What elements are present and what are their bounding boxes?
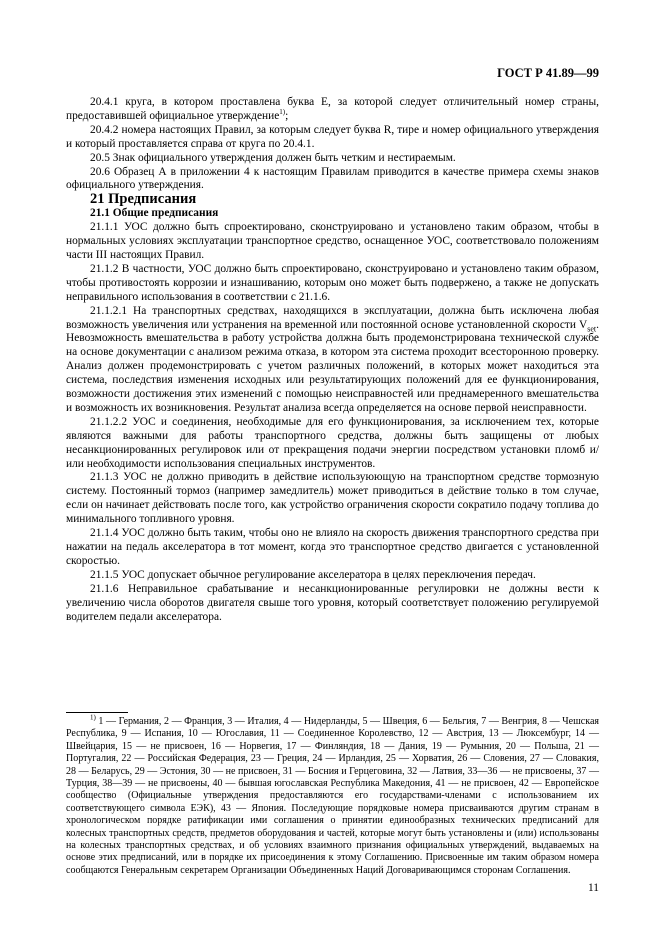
page-number: 11 <box>588 882 599 894</box>
section-title: 21 Предписания <box>90 191 197 208</box>
footnote-divider <box>66 712 128 713</box>
footnote-ref: 1) <box>279 108 286 117</box>
footnote-text: $^{1)}$ 1 — Германия, 2 — Франция, 3 — Италия, 4 — Нидерланды, 5 — Швеция, 6 — Бельгия, 7 — Венгрия, 8 — Чешская Республика, 9 — Испания, 10 — Югославия, 11 — Соединенное Королевство, 12 — Австрия, 13 — Люксембург, 14 — Швейцария, 15 — не присвоен, 16 — Норвегия, 17 — Финляндия, 18 — Дания, 19 — Румыния, 20 — Польша, 21 — Португалия, 22 — Российская Федерация, 23 — Греция, 24 — Ирландия, 25 — Хорватия, 26 — Словения, 27 — Словакия, 28 — Беларусь, 29 — Эстония, 30 — не присвоен, 31 — Босния и Герцеговина, 32 — Латвия, 33—36 — не присвоены, 37 — Турция, 38—39 — не присвоены, 40 — бывшая югославская Республика Македония, 41 — не присвоен, 42 — Европейское сообщество (Официальные утверждения предоставляются его государствами-членами с использованием их соответствующего символа ЕЭК), 43 — Япония. Последующие порядковые номера присваиваются другим странам в хронологическом порядке ратификации ими соглашения о принятии единообразных технических предписаний для колесных транспортных средств, предметов оборудования и частей, которые могут быть установлены и (или) использованы на колесных транспортных средствах, и об условиях взаимного признания официальных утверждений, выдаваемых на основе этих предписаний, или в порядке их присоединения к этому Соглашению. Присвоенные им таким образом номера сообщаются Генеральным секретарем Организации Объединенных Наций Договаривающимся сторонам Соглашения. <box>66 713 599 876</box>
document-body <box>66 96 599 624</box>
paragraph-21-1-1: 21.1.1 УОС должно быть спроектировано, сконструировано и установлено таким образом, чтобы в нормальных условиях эксплуатации транспортное средство, оснащенное УОС, соответствовало положениям части III настоящих Правил. <box>66 221 599 261</box>
paragraph-21-1-2-2: 21.1.2.2 УОС и соединения, необходимые для его функционирования, за исключением тех, которые являются важными для работы транспортного средства, должны быть защищены от любых несанкционированных регулировок или от прекращения подачи энергии посредством установки пломб и/или необходимости использования специальных инструментов. <box>66 415 599 470</box>
paragraph-21-1-6: 21.1.6 Неправильное срабатывание и несанкционированные регулировки не должны вести к увеличению числа оборотов двигателя свыше того уровня, который соответствует положению регулируемой водителем педали акселератора. <box>66 582 599 623</box>
paragraph-21-1-4: 21.1.4 УОС должно быть таким, чтобы оно не влияло на скорость движения транспортного средства при нажатии на педаль акселератора в тот момент, когда это транспортное средство двигается с установленной скоростью. <box>66 527 599 567</box>
paragraph-21-1-2: 21.1.2 В частности, УОС должно быть спроектировано, сконструировано и установлено таким образом, чтобы противостоять коррозии и изнашиванию, которым оно может быть подвержено, а также не допускать неправильного использования в соответствии с 21.1.6. <box>66 262 599 303</box>
subsection-title: 21.1 Общие предписания <box>90 207 219 220</box>
paragraph-20-6: 20.6 Образец А в приложении 4 к настоящим Правилам приводится в качестве примера схемы знаков официального утверждения. <box>66 165 599 192</box>
footnote-marker: 1) <box>90 713 96 722</box>
paragraph-21-1-2-1: 21.1.2.1 На транспортных средствах, находящихся в эксплуатации, должна быть исключена любая возможность увеличения или устранения на временной или постоянной основе установленной скорости $V_{set}$. Невозможность вмешательства в работу устройства должна быть продемонстрирована технической службе на основе документации с анализом режима отказа, в котором эта система проходит всесторонною проверку. Анализ должен продемонстрировать с учетом различных положений, в которых может находиться эта система, последствия изменения исходных или результатирующих положений для ее функционирования, возможности достижения этих изменений с помощью неисправностей или преднамеренного вмешательства и возможность их возникновения. Результат анализа всегда определяется на основе первой неисправности. <box>66 304 599 414</box>
paragraph-20-4-2: 20.4.2 номера настоящих Правил, за которым следует буква R, тире и номер официального утверждения и который проставляется справа от круга по 20.4.1. <box>66 123 599 150</box>
paragraph-20-4-1: 20.4.1 круга, в котором проставлена буква Е, за которой следует отличительный номер страны, предоставившей официальное утверждение$^{1)}$; <box>66 96 599 122</box>
footnote <box>66 713 599 877</box>
document-header: ГОСТ Р 41.89—99 <box>497 66 599 80</box>
paragraph-20-5: 20.5 Знак официального утверждения должен быть четким и нестираемым. <box>90 151 456 164</box>
paragraph-21-1-5: 21.1.5 УОС допускает обычное регулирование акселератора в целях переключения передач. <box>90 568 536 581</box>
subscript-set: set <box>587 323 597 333</box>
paragraph-21-1-3: 21.1.3 УОС не должно приводить в действие используюющую на транспортном средстве тормозную систему. Постоянный тормоз (например замедлитель) может приводиться в действие только в том случае, если он начинает действовать после того, как устройство ограничения скорости сократило подачу топлива до минимального топливного уровня. <box>66 471 599 526</box>
